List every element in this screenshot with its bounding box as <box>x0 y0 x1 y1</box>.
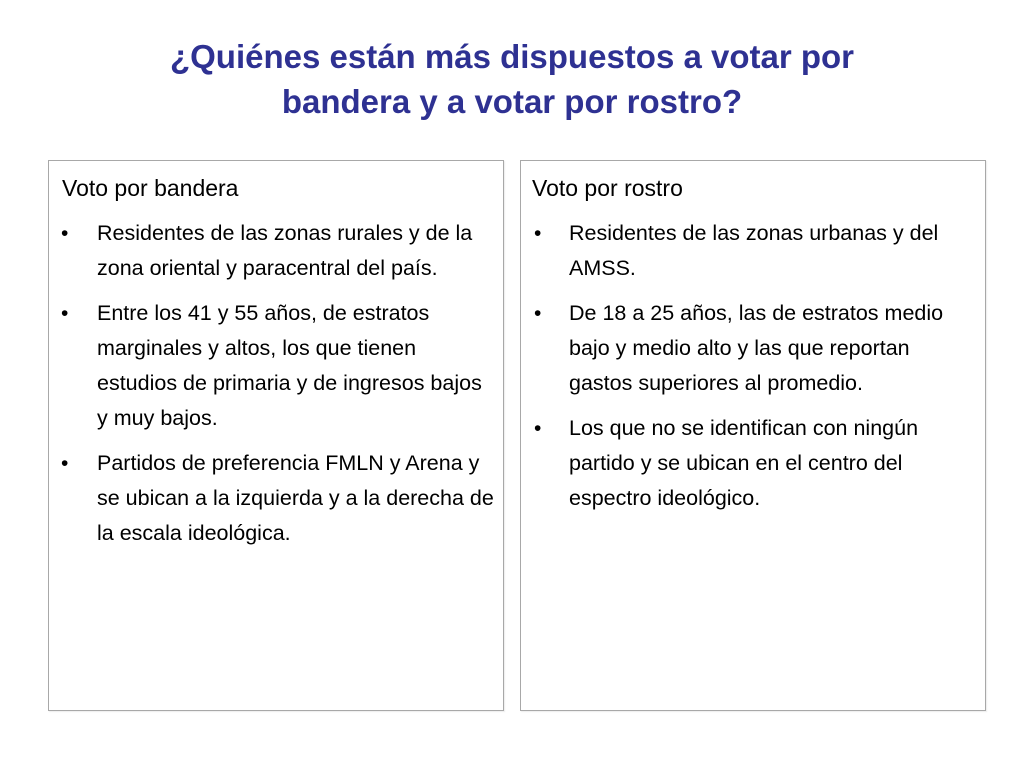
list-item <box>521 216 977 286</box>
flag-vote-panel <box>48 160 504 711</box>
bullet-icon: • <box>534 417 542 440</box>
list-item-text: Entre los 41 y 55 años, de estratos marginales y altos, los que tienen estudios de primaria y de ingresos bajos y muy bajos. <box>97 301 482 430</box>
bullet-icon: • <box>61 222 69 245</box>
list-item-text: Residentes de las zonas urbanas y del AMSS. <box>569 221 939 280</box>
slide-title-line-1: ¿Quiénes están más dispuestos a votar por <box>169 38 855 75</box>
flag-vote-list <box>49 216 495 561</box>
face-vote-panel <box>520 160 986 711</box>
list-item-text: Los que no se identifican con ningún partido y se ubican en el centro del espectro ideológico. <box>569 416 919 510</box>
flag-vote-heading: Voto por bandera <box>62 175 239 201</box>
bullet-icon: • <box>534 302 542 325</box>
face-vote-list <box>521 216 977 526</box>
list-item <box>49 296 495 436</box>
slide-title-line-2: bandera y a votar por rostro? <box>281 83 743 120</box>
bullet-icon: • <box>61 302 69 325</box>
face-vote-heading: Voto por rostro <box>532 175 683 201</box>
list-item-text: Residentes de las zonas rurales y de la zona oriental y paracentral del país. <box>97 221 473 280</box>
list-item-text: De 18 a 25 años, las de estratos medio bajo y medio alto y las que reportan gastos superiores al promedio. <box>569 301 944 395</box>
list-item <box>49 446 495 551</box>
slide-title <box>60 34 964 124</box>
list-item <box>49 216 495 286</box>
list-item-text: Partidos de preferencia FMLN y Arena y se ubican a la izquierda y a la derecha de la escala ideológica. <box>97 451 494 545</box>
bullet-icon: • <box>61 452 69 475</box>
bullet-icon: • <box>534 222 542 245</box>
list-item <box>521 411 977 516</box>
list-item <box>521 296 977 401</box>
